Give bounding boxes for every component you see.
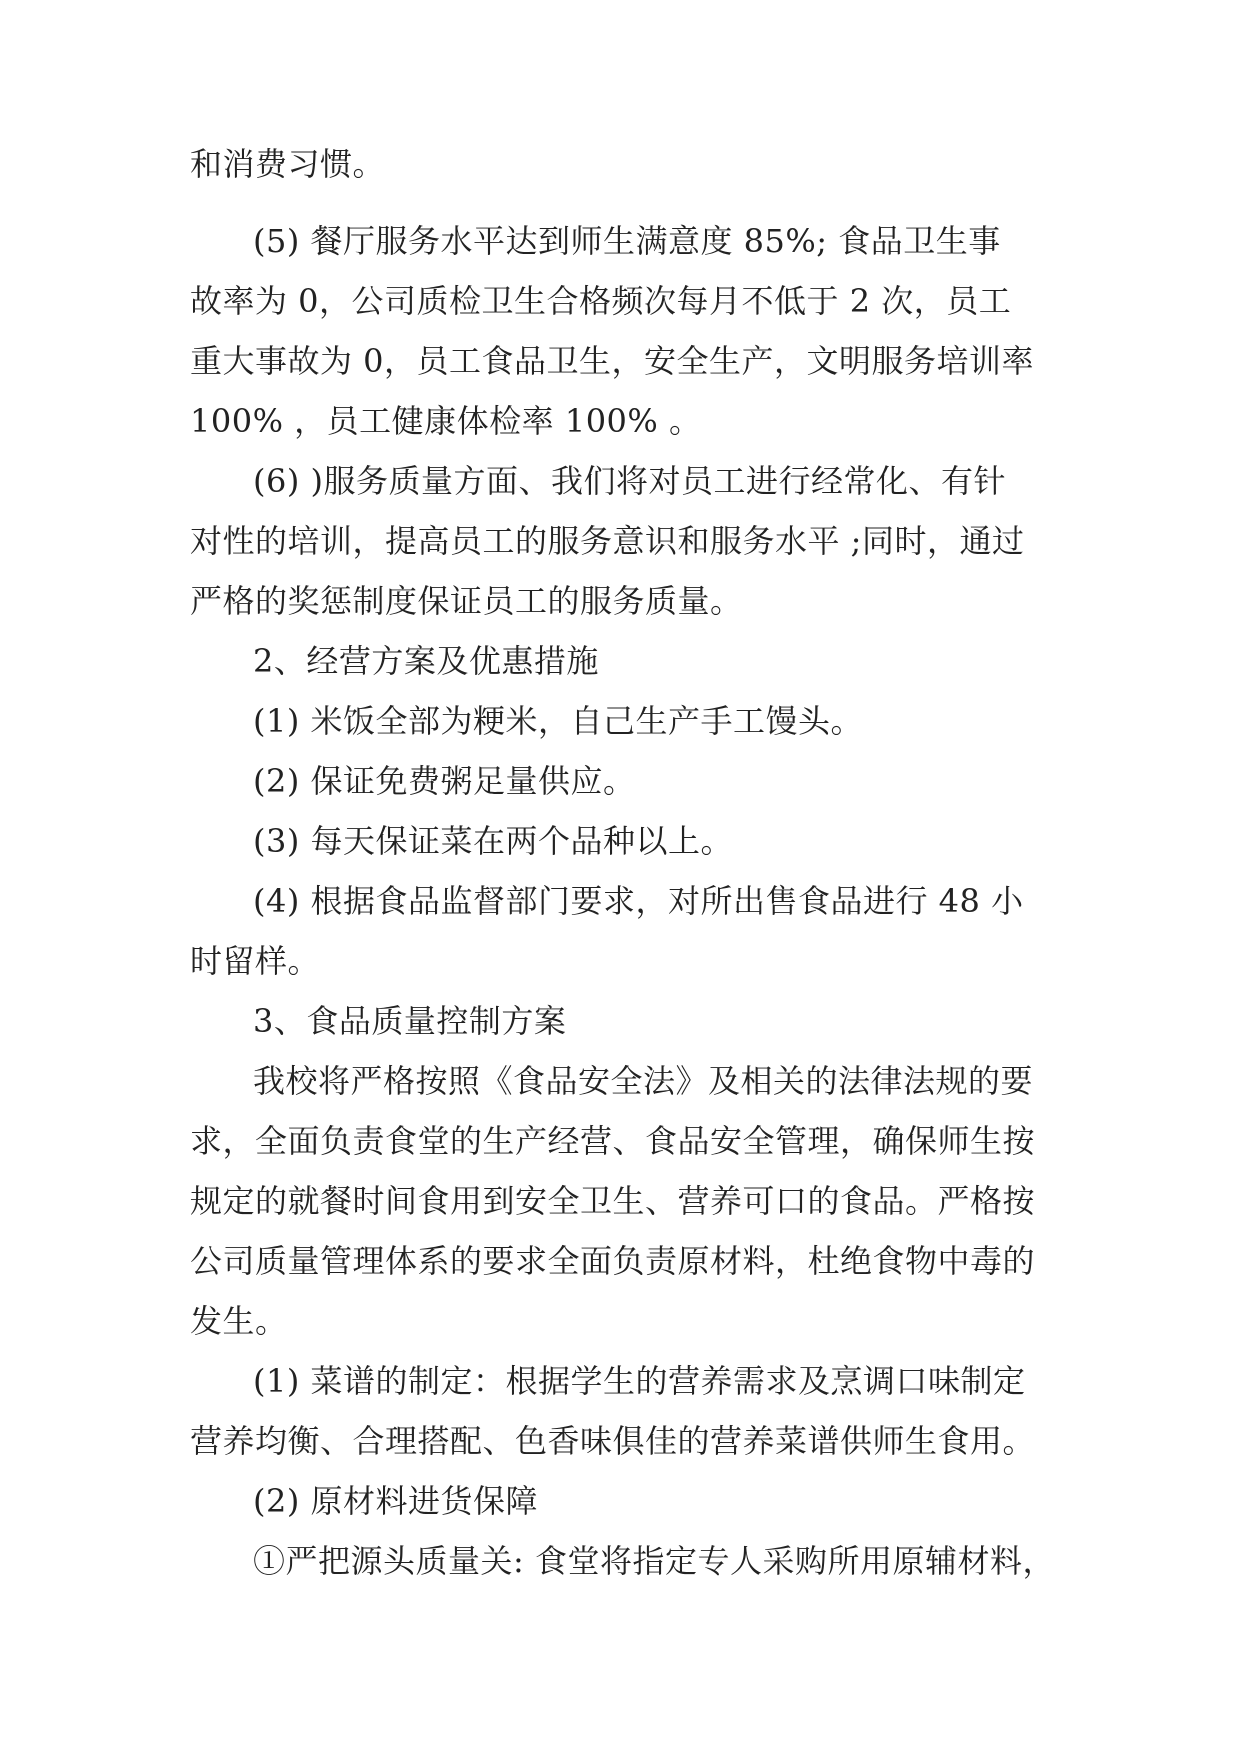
text-line: (6) )服务质量方面、我们将对员工进行经常化、有针 bbox=[253, 462, 1006, 500]
text-line: 重大事故为 0，员工食品卫生，安全生产，文明服务培训率 bbox=[190, 342, 1035, 380]
section-heading: 3、食品质量控制方案 bbox=[253, 1002, 567, 1040]
text-line: (1) 菜谱的制定：根据学生的营养需求及烹调口味制定 bbox=[253, 1362, 1026, 1400]
section-heading: 2、经营方案及优惠措施 bbox=[253, 642, 599, 680]
text-line: (5) 餐厅服务水平达到师生满意度 85%; 食品卫生事 bbox=[253, 222, 1001, 260]
text-line: 时留样。 bbox=[190, 942, 321, 980]
text-line: 我校将严格按照《食品安全法》及相关的法律法规的要 bbox=[253, 1062, 1034, 1100]
text-line: (2) 原材料进货保障 bbox=[253, 1482, 539, 1520]
text-line: 公司质量管理体系的要求全面负责原材料，杜绝食物中毒的 bbox=[190, 1242, 1036, 1280]
text-line: 营养均衡、合理搭配、色香味俱佳的营养菜谱供师生食用。 bbox=[190, 1422, 1036, 1460]
text-line: 规定的就餐时间食用到安全卫生、营养可口的食品。严格按 bbox=[190, 1182, 1036, 1220]
text-line: 100% ，员工健康体检率 100% 。 bbox=[190, 402, 702, 440]
text-line: 故率为 0，公司质检卫生合格频次每月不低于 2 次，员工 bbox=[190, 282, 1012, 320]
text-line: 求，全面负责食堂的生产经营、食品安全管理，确保师生按 bbox=[190, 1122, 1036, 1160]
text-line: ①严把源头质量关: 食堂将指定专人采购所用原辅材料， bbox=[253, 1542, 1055, 1580]
text-line: (1) 米饭全部为粳米，自己生产手工馒头。 bbox=[253, 702, 864, 740]
text-line: 对性的培训，提高员工的服务意识和服务水平 ;同时，通过 bbox=[190, 522, 1025, 560]
text-line: 发生。 bbox=[190, 1302, 288, 1340]
text-line: 和消费习惯。 bbox=[190, 145, 386, 183]
text-line: (4) 根据食品监督部门要求，对所出售食品进行 48 小 bbox=[253, 882, 1024, 920]
text-line: 严格的奖惩制度保证员工的服务质量。 bbox=[190, 582, 743, 620]
text-line: (2) 保证免费粥足量供应。 bbox=[253, 762, 636, 800]
text-line: (3) 每天保证菜在两个品种以上。 bbox=[253, 822, 734, 860]
